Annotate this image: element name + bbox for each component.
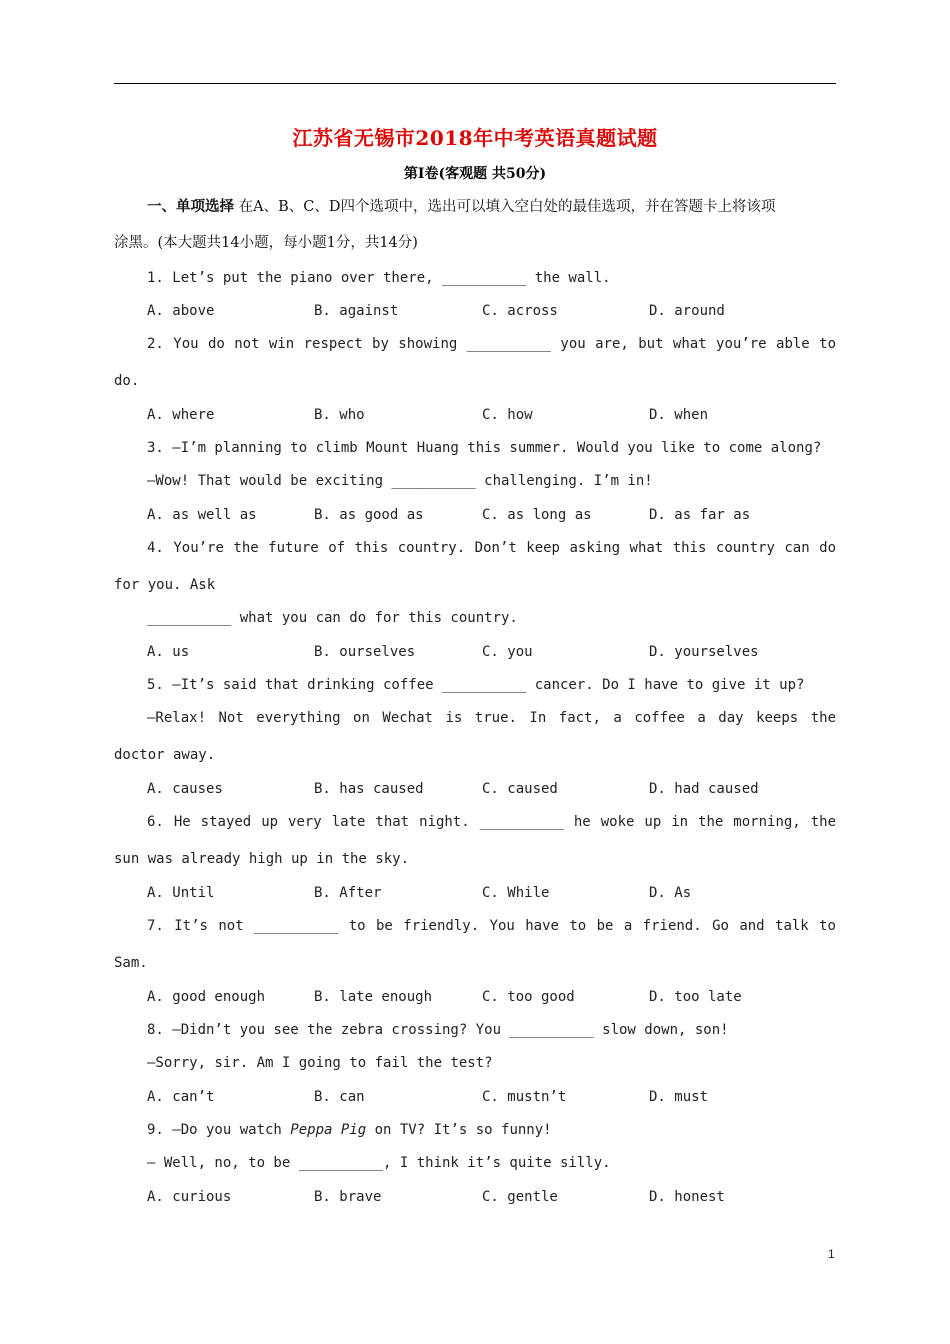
- q8-option-b: B. can: [314, 1089, 365, 1105]
- q4-option-b: B. ourselves: [314, 644, 416, 660]
- q9-option-b: B. brave: [314, 1189, 382, 1205]
- question-4-cont: for you. Ask: [114, 577, 216, 593]
- q2-option-c: C. how: [482, 407, 533, 423]
- q3-option-b: B. as good as: [314, 507, 424, 523]
- question-4-cont2: __________ what you can do for this country.: [147, 610, 518, 626]
- question-2-stem: 2. You do not win respect by showing __________ you are, but what you’re able to: [147, 336, 836, 352]
- q4-option-c: C. you: [482, 644, 533, 660]
- question-9-stem: [147, 1120, 552, 1140]
- q5-option-b: B. has caused: [314, 781, 424, 797]
- q3-option-a: A. as well as: [147, 507, 257, 523]
- q1-option-b: B. against: [314, 303, 399, 319]
- question-8-reply: —Sorry, sir. Am I going to fail the test?: [147, 1055, 493, 1071]
- question-5-reply: —Relax! Not everything on Wechat is true. In fact, a coffee a day keeps the: [147, 710, 836, 726]
- question-6-cont: sun was already high up in the sky.: [114, 851, 410, 867]
- page-number: 1: [828, 1247, 835, 1261]
- q6-option-d: D. As: [649, 885, 692, 901]
- q2-option-b: B. who: [314, 407, 365, 423]
- q2-option-a: A. where: [147, 407, 215, 423]
- q4-option-d: D. yourselves: [649, 644, 759, 660]
- q2-option-d: D. when: [649, 407, 709, 423]
- page-title: 江苏省无锡市2018年中考英语真题试题: [292, 126, 658, 150]
- q1-option-c: C. across: [482, 303, 558, 319]
- section-heading: 一、单项选择: [147, 198, 234, 215]
- instruction-line-1: 在A、B、C、D四个选项中，选出可以填入空白处的最佳选项，并在答题卡上将该项: [234, 199, 776, 215]
- q5-option-d: D. had caused: [649, 781, 759, 797]
- q6-option-a: A. Until: [147, 885, 215, 901]
- question-7-stem: 7. It’s not __________ to be friendly. You have to be a friend. Go and talk to: [147, 918, 836, 934]
- q4-option-a: A. us: [147, 644, 190, 660]
- q8-option-d: D. must: [649, 1089, 709, 1105]
- q3-option-c: C. as long as: [482, 507, 592, 523]
- instruction-line-2: 涂黑。(本大题共14小题，每小题1分，共14分): [114, 235, 418, 251]
- q9-option-c: C. gentle: [482, 1189, 558, 1205]
- q7-option-c: C. too good: [482, 989, 575, 1005]
- question-4-stem: 4. You’re the future of this country. Don’t keep asking what this country can do: [147, 540, 836, 556]
- q8-option-c: C. mustn’t: [482, 1089, 567, 1105]
- section-subtitle: 第I卷(客观题 共50分): [403, 166, 547, 182]
- q3-option-d: D. as far as: [649, 507, 751, 523]
- q7-option-b: B. late enough: [314, 989, 433, 1005]
- question-9-reply: — Well, no, to be __________, I think it’s quite silly.: [147, 1155, 611, 1171]
- question-8-stem: 8. —Didn’t you see the zebra crossing? You __________ slow down, son!: [147, 1022, 729, 1038]
- q9-option-a: A. curious: [147, 1189, 232, 1205]
- question-7-cont: Sam.: [114, 955, 148, 971]
- q5-option-a: A. causes: [147, 781, 223, 797]
- q5-option-c: C. caused: [482, 781, 558, 797]
- q9-option-d: D. honest: [649, 1189, 725, 1205]
- header-rule: [114, 83, 836, 84]
- question-6-stem: 6. He stayed up very late that night. __________ he woke up in the morning, the: [147, 814, 836, 830]
- q9-stem-pre: 9. —Do you watch: [147, 1122, 291, 1138]
- q6-option-b: B. After: [314, 885, 382, 901]
- question-2-cont: do.: [114, 373, 140, 389]
- question-3-stem: 3. —I’m planning to climb Mount Huang this summer. Would you like to come along?: [147, 440, 822, 456]
- question-5-stem: 5. —It’s said that drinking coffee __________ cancer. Do I have to give it up?: [147, 677, 805, 693]
- q1-option-d: D. around: [649, 303, 725, 319]
- question-3-reply: —Wow! That would be exciting __________ challenging. I’m in!: [147, 473, 653, 489]
- q9-stem-post: on TV? It’s so funny!: [366, 1122, 552, 1138]
- q1-option-a: A. above: [147, 303, 215, 319]
- q8-option-a: A. can’t: [147, 1089, 215, 1105]
- question-5-cont: doctor away.: [114, 747, 216, 763]
- q7-option-a: A. good enough: [147, 989, 266, 1005]
- q7-option-d: D. too late: [649, 989, 742, 1005]
- question-1-stem: 1. Let’s put the piano over there, __________ the wall.: [147, 270, 611, 286]
- q6-option-c: C. While: [482, 885, 550, 901]
- section-instruction: [147, 197, 775, 217]
- q9-stem-title: Peppa Pig: [290, 1122, 367, 1138]
